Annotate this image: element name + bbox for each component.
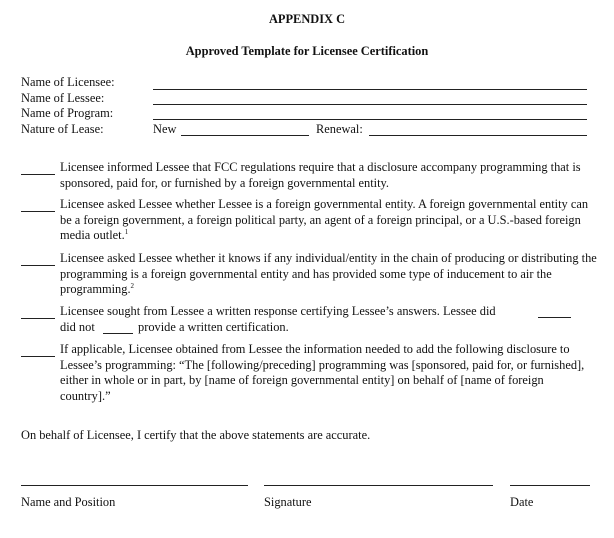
check-blank-3[interactable] [21, 265, 55, 266]
signature-line[interactable] [264, 485, 493, 486]
certify-statement: On behalf of Licensee, I certify that the above statements are accurate. [21, 428, 371, 442]
footnote-2: 2 [130, 282, 135, 291]
check-blank-5[interactable] [21, 356, 55, 357]
item-1-text: Licensee informed Lessee that FCC regulations require that a disclosure accompany programming that is sponsored, paid for, or furnished by a foreign governmental entity. [60, 160, 581, 190]
name-position-line[interactable] [21, 485, 248, 486]
item-3-text: Licensee asked Lessee whether it knows if any individual/entity in the chain of producing or distributing the programming is a foreign governmental entity and has provided some type of inducement to air the programming.$^2$ [60, 251, 597, 297]
appendix-title: APPENDIX C [268, 12, 346, 26]
item-4-text-a: Licensee sought from Lessee a written response certifying Lessee’s answers. Lessee did [60, 304, 496, 318]
page-subtitle: Approved Template for Licensee Certification [185, 44, 429, 58]
lessee-did-blank[interactable] [538, 317, 571, 318]
program-field[interactable] [153, 119, 587, 120]
licensee-label: Name of Licensee: [21, 75, 115, 89]
signature-label: Signature [264, 495, 312, 509]
name-position-label: Name and Position [21, 495, 116, 509]
check-blank-2[interactable] [21, 211, 55, 212]
footnote-1: 1 [124, 228, 129, 237]
item-5-text: If applicable, Licensee obtained from Lessee the information needed to add the following disclosure to Lessee’s programming: “The [following/preceding] programming was [sponsored, paid for, or furnished], either in whole or in part, by [name of foreign governmental entity] on behalf of [name of foreign country].” [60, 342, 585, 403]
lessee-did-not-blank[interactable] [103, 333, 133, 334]
date-label: Date [510, 495, 534, 509]
nature-label: Nature of Lease: [21, 122, 104, 136]
renewal-field[interactable] [369, 135, 587, 136]
item-2-text: Licensee asked Lessee whether Lessee is a foreign governmental entity. A foreign governmental entity can be a foreign government, a foreign political party, an agent of a foreign principal, or a U.S.-based foreign media outlet.$^1$ [60, 197, 589, 243]
lessee-label: Name of Lessee: [21, 91, 105, 105]
item-4-text-b: did not [60, 320, 95, 334]
new-label: New [153, 122, 177, 136]
check-blank-4[interactable] [21, 318, 55, 319]
lessee-field[interactable] [153, 104, 587, 105]
item-4-text-c: provide a written certification. [138, 320, 289, 334]
licensee-field[interactable] [153, 89, 587, 90]
date-line[interactable] [510, 485, 590, 486]
new-field[interactable] [181, 135, 309, 136]
program-label: Name of Program: [21, 106, 114, 120]
check-blank-1[interactable] [21, 174, 55, 175]
renewal-label: Renewal: [316, 122, 363, 136]
